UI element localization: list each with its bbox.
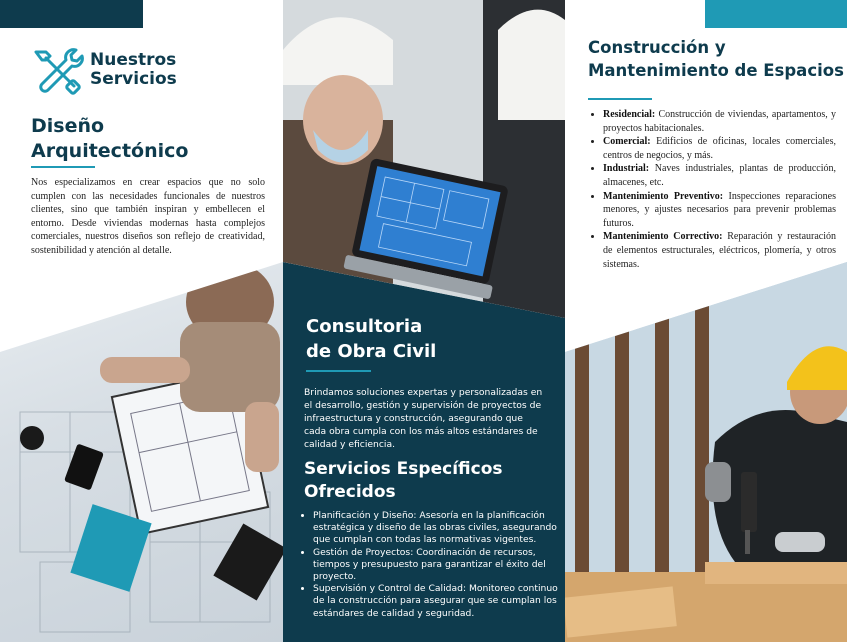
photo-illustration — [283, 0, 565, 345]
brand-title — [90, 51, 177, 89]
item-text: Edificios de oficinas, locales comerciales, centros de negocios, y más. — [603, 136, 836, 161]
engineers-laptop-photo — [283, 0, 565, 345]
title-underline — [588, 98, 652, 100]
construction-services-list — [589, 108, 836, 271]
services-list — [299, 510, 561, 620]
section-title-diseno — [31, 114, 188, 164]
top-accent-bar — [0, 0, 143, 28]
item-text: Naves industriales, plantas de producción, almacenes, etc. — [603, 163, 836, 188]
item-term: Mantenimiento Correctivo: — [603, 231, 723, 243]
photo-illustration — [0, 262, 283, 642]
title-line-2: de Obra Civil — [306, 341, 437, 362]
subsection-title-servicios — [304, 458, 503, 504]
list-item — [603, 108, 836, 135]
title-line-1: Construcción y — [588, 38, 726, 57]
list-item — [603, 190, 836, 231]
item-term: Residencial: — [603, 109, 656, 120]
section-title-construccion — [588, 36, 844, 82]
architect-blueprints-photo — [0, 262, 283, 642]
title-line-2: Arquitectónico — [31, 140, 189, 162]
list-item — [603, 230, 836, 271]
title-line-1: Consultoria — [306, 316, 423, 337]
list-item: • Gestión de Proyectos: Coordinación de recursos, tiempos y presupuesto para garantizar el éxito del proyecto. — [313, 547, 561, 584]
item-text: Reparación y restauración de elementos estructurales, eléctricos, plomería, y otros sistemas. — [603, 231, 836, 270]
title-underline — [31, 166, 95, 168]
brand-line-2: Servicios — [90, 69, 177, 89]
title-line-1: Diseño — [31, 115, 105, 137]
photo-illustration — [565, 262, 847, 642]
item-term: Comercial: — [603, 136, 651, 148]
panel-diseno — [0, 0, 283, 642]
section-body-diseno: Nos especializamos en crear espacios que no solo cumplen con las necesidades funcionales de nuestros clientes, sino que también inspiran y embellecen el entorno. Desde viviendas modernas hasta complejos comerciales, nuestros diseños son reflejo de creatividad, sostenibilidad y atención al detalle. — [31, 177, 265, 256]
builder-drilling-photo — [565, 262, 847, 642]
subtitle-line-2: Ofrecidos — [304, 482, 396, 502]
item-text: Construcción de viviendas, apartamentos, y proyectos habitacionales. — [603, 109, 836, 134]
list-item: • Planificación y Diseño: Asesoría en la planificación estratégica y diseño de las obras civiles, asegurando que cumplan con todas las normativas vigentes. — [313, 510, 561, 547]
list-item: • Supervisión y Control de Calidad: Monitoreo continuo de la construcción para asegurar que se cumplan los estándares de calidad y seguridad. — [313, 583, 561, 620]
section-body-consultoria: Brindamos soluciones expertas y personalizadas en el desarrollo, gestión y supervisión de proyectos de infraestructura y construcción, asegurando que cada obra cumpla con los más altos estándares de calidad y eficiencia. — [304, 387, 543, 450]
list-item — [603, 162, 836, 189]
item-text: Inspecciones reparaciones menores, y ajustes necesarios para prevenir problemas futuros. — [603, 190, 836, 229]
title-underline — [306, 370, 371, 372]
wrench-screwdriver-icon — [30, 44, 84, 98]
panel-consultoria — [283, 0, 565, 642]
brand-line-1: Nuestros — [90, 50, 177, 70]
section-title-consultoria — [306, 314, 436, 364]
top-accent-bar — [705, 0, 847, 28]
list-item — [603, 135, 836, 162]
subtitle-line-1: Servicios Específicos — [304, 459, 503, 479]
item-term: Industrial: — [603, 163, 650, 175]
panel-construccion — [565, 0, 847, 642]
title-line-2: Mantenimiento de Espacios — [588, 61, 844, 80]
item-term: Mantenimiento Preventivo: — [603, 190, 724, 202]
